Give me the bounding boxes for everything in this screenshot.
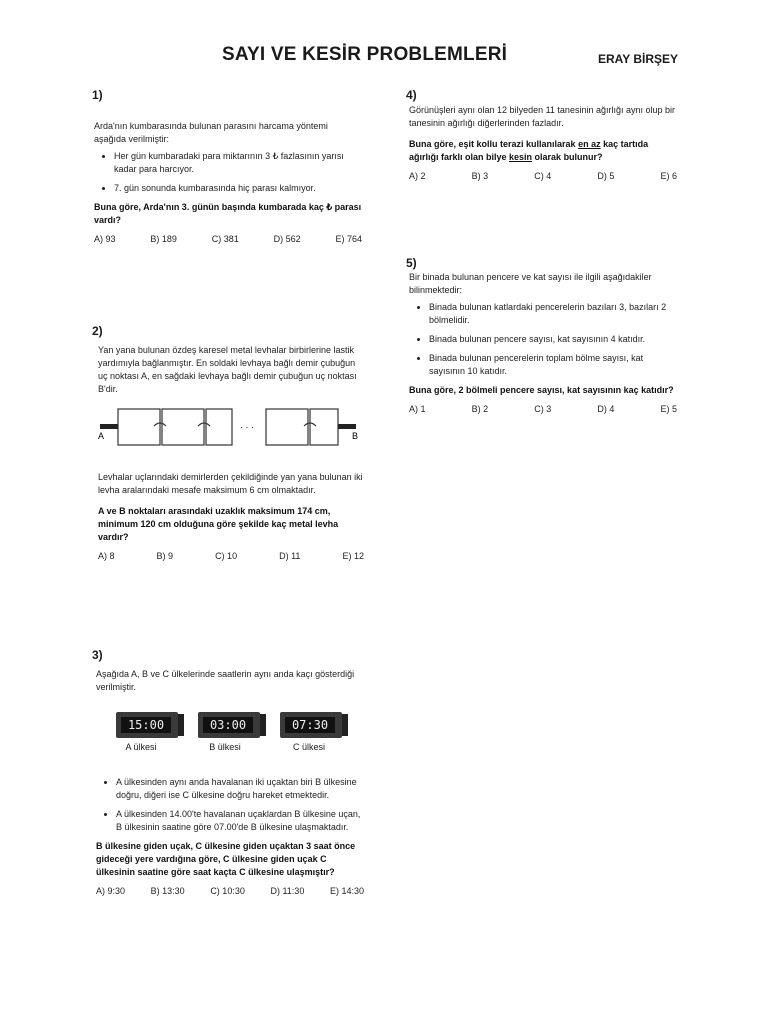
question-2 xyxy=(98,344,364,396)
q1-intro: Arda'nın kumbarasında bulunan parasını harcama yöntemi aşağıda verilmiştir: xyxy=(94,121,328,144)
question-3-number: 3) xyxy=(92,648,103,662)
q2-option-d[interactable]: D) 11 xyxy=(279,551,301,561)
question-2-body xyxy=(98,471,364,563)
question-3-body xyxy=(96,772,364,898)
question-1-number: 1) xyxy=(92,88,103,102)
q1-options xyxy=(94,233,362,246)
q5-bullet: • Binada bulunan pencere sayısı, kat sayısının 4 katıdır. xyxy=(429,333,677,346)
clock-b xyxy=(198,712,260,738)
q4-question-part: kaç tartıda ağırlığı farklı olan bilye xyxy=(409,139,649,162)
q5-option-b[interactable]: B) 2 xyxy=(471,404,489,414)
page-title: SAYI VE KESİR PROBLEMLERİ xyxy=(222,44,508,65)
clock-b-display: 03:00 xyxy=(203,717,253,733)
q3-option-b[interactable]: B) 13:30 xyxy=(150,886,185,896)
clock-a-label: A ülkesi xyxy=(125,742,157,752)
metal-plate xyxy=(118,409,160,445)
metal-plate xyxy=(266,409,308,445)
plates-diagram xyxy=(96,404,366,450)
q5-bullet: • Binada bulunan katlardaki pencerelerin bazıları 3, bazıları 2 bölmelidir. xyxy=(429,301,677,327)
label-a: A xyxy=(98,431,105,441)
q2-option-a[interactable]: A) 8 xyxy=(98,551,115,561)
author-name: ERAY BİRŞEY xyxy=(598,52,679,66)
q3-option-a[interactable]: A) 9:30 xyxy=(96,886,126,896)
metal-plate xyxy=(162,409,204,445)
q5-options xyxy=(409,403,677,416)
q3-option-e[interactable]: E) 14:30 xyxy=(329,886,364,896)
q5-option-d[interactable]: D) 4 xyxy=(597,404,615,414)
q4-question-part: Buna göre, eşit kollu terazi kullanılarak xyxy=(409,139,579,149)
q4-intro: Görünüşleri aynı olan 12 bilyeden 11 tanesinin ağırlığı aynı olup bir tanesinin ağırlığı diğerlerinden fazladır. xyxy=(409,105,676,128)
q4-option-e[interactable]: E) 6 xyxy=(660,171,677,181)
q2-question: A ve B noktaları arasındaki uzaklık maksimum 174 cm, minimum 120 cm olduğuna göre şekilde kaç metal levha vardır? xyxy=(98,506,339,542)
q4-option-a[interactable]: A) 2 xyxy=(409,171,426,181)
q5-option-c[interactable]: C) 3 xyxy=(534,404,552,414)
clock-c xyxy=(280,712,342,738)
q3-bullets xyxy=(96,776,364,834)
q1-option-a[interactable]: A) 93 xyxy=(94,234,116,244)
q5-option-e[interactable]: E) 5 xyxy=(660,404,677,414)
q4-option-b[interactable]: B) 3 xyxy=(471,171,489,181)
q2-option-b[interactable]: B) 9 xyxy=(156,551,174,561)
q5-question: Buna göre, 2 bölmeli pencere sayısı, kat sayısının kaç katıdır? xyxy=(409,385,674,395)
q3-intro: Aşağıda A, B ve C ülkelerinde saatlerin aynı anda kaçı gösterdiği verilmiştir. xyxy=(96,669,355,692)
clock-a xyxy=(116,712,178,738)
q4-question-part: olarak bulunur? xyxy=(532,152,603,162)
q1-question: Buna göre, Arda'nın 3. günün başında kumbarada kaç ₺ parası vardı? xyxy=(94,202,362,225)
q2-text2: Levhalar uçlarındaki demirlerden çekildiğinde yan yana bulunan iki levha aralarındaki mesafe maksimum 6 cm olmaktadır. xyxy=(98,472,363,495)
q1-option-c[interactable]: C) 381 xyxy=(211,234,239,244)
q2-options xyxy=(98,550,364,563)
question-3-intro xyxy=(96,668,364,694)
q4-question-underlined: kesin xyxy=(509,152,533,162)
ellipsis: · · · xyxy=(240,422,254,432)
clock-a-display: 15:00 xyxy=(121,717,171,733)
question-5 xyxy=(409,271,677,416)
question-1 xyxy=(94,120,362,246)
q3-bullet: • A ülkesinden 14.00'te havalanan uçaklardan B ülkesine uçan, B ülkesinin saatine göre 07.00'de B ülkesine ulaşmaktadır. xyxy=(116,808,364,834)
q3-option-c[interactable]: C) 10:30 xyxy=(210,886,245,896)
question-4 xyxy=(409,104,677,183)
clock-b-label: B ülkesi xyxy=(209,742,241,752)
q4-option-d[interactable]: D) 5 xyxy=(597,171,615,181)
iron-rod-right xyxy=(338,424,356,429)
question-2-number: 2) xyxy=(92,324,103,338)
q2-option-e[interactable]: E) 12 xyxy=(342,551,364,561)
iron-rod-left xyxy=(100,424,118,429)
metal-plate xyxy=(310,409,338,445)
q3-options xyxy=(96,885,364,898)
q5-bullets xyxy=(409,301,677,378)
q1-bullets xyxy=(94,150,362,195)
q2-option-c[interactable]: C) 10 xyxy=(215,551,238,561)
q3-question: B ülkesine giden uçak, C ülkesine giden uçaktan 3 saat önce gideceği yere vardığına göre, C ülkesine giden uçak C ülkesinin saatine göre saat kaçta C ülkesine ulaşmıştır? xyxy=(96,841,356,877)
q1-option-b[interactable]: B) 189 xyxy=(150,234,177,244)
q4-option-c[interactable]: C) 4 xyxy=(534,171,552,181)
clock-c-label: C ülkesi xyxy=(292,742,325,752)
question-4-number: 4) xyxy=(406,88,417,102)
q5-intro: Bir binada bulunan pencere ve kat sayısı ile ilgili aşağıdakiler bilinmektedir: xyxy=(409,272,652,295)
q1-option-e[interactable]: E) 764 xyxy=(335,234,362,244)
q1-bullet: • Her gün kumbaradaki para miktarının 3 ₺ fazlasının yarısı kadar para harcıyor. xyxy=(114,150,362,176)
q3-bullet: • A ülkesinden aynı anda havalanan iki uçaktan biri B ülkesine doğru, diğeri ise C ülkesine doğru hareket etmektedir. xyxy=(116,776,364,802)
label-b: B xyxy=(352,431,359,441)
metal-plate xyxy=(206,409,232,445)
q2-intro: Yan yana bulunan özdeş karesel metal levhalar birbirlerine lastik yardımıyla bağlanmıştır. En soldaki levhaya bağlı demir çubuğun uç noktası A, en sağdaki levhaya bağlı demir çubuğun uç noktası B'dir. xyxy=(98,345,357,394)
q4-options xyxy=(409,170,677,183)
q4-question-underlined: en az xyxy=(578,139,601,149)
q4-question xyxy=(409,138,677,164)
q1-bullet: • 7. gün sonunda kumbarasında hiç parası kalmıyor. xyxy=(114,182,362,195)
q5-bullet: • Binada bulunan pencerelerin toplam bölme sayısı, kat sayısının 10 katıdır. xyxy=(429,352,677,378)
q5-option-a[interactable]: A) 1 xyxy=(409,404,426,414)
q3-option-d[interactable]: D) 11:30 xyxy=(270,886,305,896)
question-5-number: 5) xyxy=(406,256,417,270)
q1-option-d[interactable]: D) 562 xyxy=(273,234,301,244)
clock-c-display: 07:30 xyxy=(285,717,335,733)
